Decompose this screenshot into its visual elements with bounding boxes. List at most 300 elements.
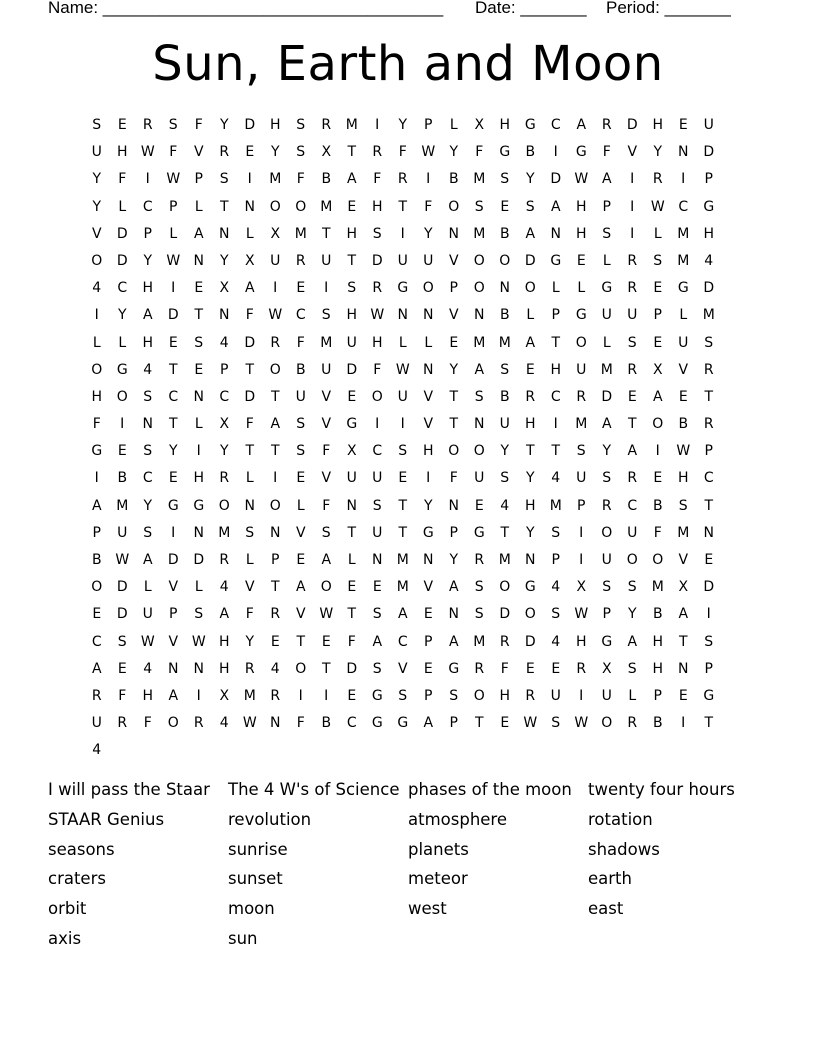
grid-cell: Y xyxy=(627,606,637,623)
grid-cell: D xyxy=(371,252,383,269)
grid-cell: M xyxy=(498,334,511,351)
word-bank-item: STAAR Genius xyxy=(48,809,165,829)
grid-cell: I xyxy=(706,606,711,623)
grid-cell: A xyxy=(601,171,612,188)
grid-cell: O xyxy=(473,252,485,269)
grid-cell: H xyxy=(91,388,103,405)
grid-cell: U xyxy=(91,144,102,161)
grid-cell: A xyxy=(652,388,663,405)
grid-cell: X xyxy=(346,443,357,460)
grid-cell: A xyxy=(142,552,153,568)
grid-cell: R xyxy=(627,470,638,487)
grid-cell: U xyxy=(601,687,612,704)
grid-cell: O xyxy=(269,198,281,215)
grid-cell: C xyxy=(678,198,689,215)
grid-cell: P xyxy=(220,361,229,378)
grid-cell: O xyxy=(269,361,281,378)
grid-cell: W xyxy=(395,361,410,378)
grid-cell: S xyxy=(500,171,510,188)
grid-cell: L xyxy=(398,334,407,351)
grid-cell: E xyxy=(704,552,714,568)
grid-cell: P xyxy=(704,171,713,188)
grid-cell: F xyxy=(296,171,305,188)
grid-cell: E xyxy=(270,633,280,650)
grid-cell: S xyxy=(474,198,484,215)
grid-cell: G xyxy=(550,252,562,269)
word-bank-item xyxy=(588,926,768,956)
grid-cell: N xyxy=(525,552,536,568)
grid-cell: S xyxy=(372,606,382,623)
grid-cell: E xyxy=(117,117,127,133)
grid-cell: Y xyxy=(143,497,153,514)
grid-cell: S xyxy=(627,334,637,351)
grid-cell: P xyxy=(92,524,101,541)
grid-cell: Y xyxy=(449,144,459,161)
grid-cell: F xyxy=(449,470,458,487)
grid-cell: E xyxy=(347,198,357,215)
grid-cell: W xyxy=(574,715,589,732)
grid-cell: A xyxy=(244,280,255,297)
grid-cell: L xyxy=(169,225,178,242)
grid-cell: C xyxy=(91,633,102,650)
grid-cell: T xyxy=(270,443,280,460)
grid-cell: H xyxy=(116,144,128,161)
grid-cell: H xyxy=(499,687,511,704)
grid-cell: V xyxy=(244,579,255,596)
grid-cell: S xyxy=(602,225,612,242)
grid-cell: E xyxy=(474,497,484,514)
grid-cell: A xyxy=(678,606,689,623)
grid-cell: A xyxy=(91,660,102,677)
grid-cell: S xyxy=(296,117,306,133)
grid-cell: Y xyxy=(423,497,433,514)
grid-cell: O xyxy=(652,552,664,568)
grid-cell: P xyxy=(169,606,178,623)
grid-cell: U xyxy=(372,470,383,487)
grid-cell: T xyxy=(704,497,714,514)
grid-cell: C xyxy=(219,388,230,405)
grid-cell: I xyxy=(553,144,558,161)
grid-cell: N xyxy=(474,307,485,324)
grid-cell: N xyxy=(703,524,714,541)
grid-cell: M xyxy=(396,579,409,596)
grid-cell: A xyxy=(474,361,485,378)
grid-cell: Y xyxy=(143,252,153,269)
grid-cell: S xyxy=(168,117,178,133)
grid-cell: H xyxy=(652,633,664,650)
grid-cell: O xyxy=(371,388,383,405)
grid-cell: H xyxy=(269,117,281,133)
grid-cell: C xyxy=(142,470,153,487)
grid-cell: H xyxy=(193,470,205,487)
grid-cell: N xyxy=(423,361,434,378)
grid-cell: Y xyxy=(525,470,535,487)
grid-cell: U xyxy=(423,252,434,269)
grid-cell: R xyxy=(91,687,102,704)
grid-cell: M xyxy=(269,171,282,188)
grid-cell: G xyxy=(371,715,383,732)
grid-cell: S xyxy=(194,606,204,623)
grid-cell: E xyxy=(500,715,510,732)
grid-cell: U xyxy=(678,334,689,351)
grid-cell: T xyxy=(270,579,280,596)
grid-cell: W xyxy=(676,443,691,460)
grid-cell: E xyxy=(347,388,357,405)
grid-cell: W xyxy=(140,633,155,650)
grid-cell: M xyxy=(549,497,562,514)
grid-cell: I xyxy=(196,443,201,460)
grid-cell: G xyxy=(524,579,536,596)
grid-cell: X xyxy=(474,117,485,133)
grid-cell: R xyxy=(525,687,536,704)
grid-cell: I xyxy=(94,470,99,487)
grid-cell: E xyxy=(678,117,688,133)
grid-cell: E xyxy=(117,443,127,460)
grid-cell: L xyxy=(602,252,611,269)
grid-cell: O xyxy=(575,334,587,351)
grid-cell: N xyxy=(448,606,459,623)
grid-cell: L xyxy=(526,307,535,324)
word-bank-item: planets xyxy=(408,839,469,859)
grid-cell: T xyxy=(551,334,561,351)
grid-cell: T xyxy=(627,416,637,433)
grid-cell: F xyxy=(398,144,407,161)
grid-cell: S xyxy=(398,443,408,460)
grid-cell: N xyxy=(474,416,485,433)
grid-cell: A xyxy=(321,552,332,568)
grid-cell: O xyxy=(601,715,613,732)
grid-cell: S xyxy=(296,443,306,460)
grid-cell: N xyxy=(193,388,204,405)
grid-cell: T xyxy=(168,416,178,433)
grid-cell: M xyxy=(345,117,358,133)
grid-cell: G xyxy=(601,280,613,297)
grid-cell: G xyxy=(167,497,179,514)
grid-cell: L xyxy=(194,579,203,596)
grid-cell: T xyxy=(551,443,561,460)
grid-cell: T xyxy=(347,606,357,623)
grid-cell: S xyxy=(551,715,561,732)
grid-cell: D xyxy=(116,606,128,623)
grid-cell: 4 xyxy=(500,497,510,514)
grid-cell: S xyxy=(551,606,561,623)
grid-cell: T xyxy=(347,144,357,161)
grid-cell: L xyxy=(296,497,305,514)
grid-cell: Y xyxy=(653,144,663,161)
grid-cell: Y xyxy=(117,307,127,324)
grid-cell: L xyxy=(653,225,662,242)
grid-cell: M xyxy=(116,497,129,514)
grid-cell: H xyxy=(371,198,383,215)
grid-cell: S xyxy=(117,633,127,650)
grid-cell: N xyxy=(423,307,434,324)
grid-cell: N xyxy=(678,144,689,161)
grid-cell: H xyxy=(346,307,358,324)
grid-cell: I xyxy=(145,171,150,188)
grid-cell: L xyxy=(194,198,203,215)
grid-cell: 4 xyxy=(143,660,153,677)
grid-cell: X xyxy=(219,416,230,433)
grid-cell: S xyxy=(92,117,102,133)
grid-cell: X xyxy=(321,144,332,161)
grid-cell: Y xyxy=(449,552,459,568)
grid-cell: F xyxy=(245,307,254,324)
grid-cell: A xyxy=(627,633,638,650)
grid-cell: F xyxy=(92,416,101,433)
grid-cell: O xyxy=(422,280,434,297)
grid-cell: H xyxy=(524,416,536,433)
grid-cell: Y xyxy=(270,144,280,161)
grid-cell: U xyxy=(397,252,408,269)
grid-cell: G xyxy=(703,198,715,215)
grid-cell: D xyxy=(550,171,562,188)
grid-cell: D xyxy=(499,606,511,623)
grid-cell: M xyxy=(677,524,690,541)
word-bank-item xyxy=(408,926,588,956)
grid-cell: C xyxy=(346,715,357,732)
grid-cell: L xyxy=(577,280,586,297)
word-bank-item: rotation xyxy=(588,809,653,829)
grid-cell: Y xyxy=(525,524,535,541)
grid-cell: R xyxy=(576,388,587,405)
grid-cell: E xyxy=(627,388,637,405)
grid-cell: I xyxy=(273,280,278,297)
grid-cell: M xyxy=(473,334,486,351)
grid-cell: V xyxy=(295,524,306,541)
grid-cell: E xyxy=(296,552,306,568)
grid-cell: P xyxy=(449,524,458,541)
grid-cell: A xyxy=(423,715,434,732)
grid-cell: N xyxy=(219,225,230,242)
grid-cell: F xyxy=(322,497,331,514)
grid-cell: T xyxy=(321,225,331,242)
grid-cell: Y xyxy=(449,361,459,378)
grid-cell: C xyxy=(168,388,179,405)
grid-cell: Y xyxy=(602,443,612,460)
grid-cell: H xyxy=(142,334,154,351)
grid-cell: P xyxy=(424,633,433,650)
grid-cell: S xyxy=(219,171,229,188)
grid-cell: X xyxy=(576,579,587,596)
grid-cell: 4 xyxy=(92,280,102,297)
grid-cell: R xyxy=(219,144,230,161)
grid-cell: C xyxy=(295,307,306,324)
grid-cell: R xyxy=(703,361,714,378)
grid-cell: Y xyxy=(219,252,229,269)
grid-cell: W xyxy=(166,171,181,188)
grid-cell: A xyxy=(601,416,612,433)
grid-cell: S xyxy=(143,443,153,460)
grid-cell: U xyxy=(270,252,281,269)
grid-cell: P xyxy=(449,280,458,297)
grid-cell: S xyxy=(372,225,382,242)
word-bank-item: sunrise xyxy=(228,839,288,859)
grid-cell: L xyxy=(143,579,152,596)
grid-cell: G xyxy=(703,687,715,704)
grid-cell: M xyxy=(651,579,664,596)
grid-cell: 4 xyxy=(270,660,280,677)
grid-cell: A xyxy=(448,633,459,650)
grid-cell: F xyxy=(118,171,127,188)
grid-cell: T xyxy=(704,715,714,732)
grid-cell: O xyxy=(473,280,485,297)
grid-cell: P xyxy=(271,552,280,568)
grid-cell: U xyxy=(321,252,332,269)
grid-cell: U xyxy=(499,416,510,433)
grid-cell: G xyxy=(397,715,409,732)
word-bank-item: earth xyxy=(588,869,632,889)
grid-cell: I xyxy=(630,171,635,188)
word-bank-item: craters xyxy=(48,869,106,889)
grid-cell: H xyxy=(142,280,154,297)
grid-cell: G xyxy=(677,280,689,297)
grid-cell: N xyxy=(423,552,434,568)
word-bank-item: phases of the moon xyxy=(408,780,572,799)
grid-cell: U xyxy=(627,307,638,324)
grid-cell: E xyxy=(500,198,510,215)
word-bank-item: meteor xyxy=(408,869,468,889)
grid-cell: X xyxy=(219,687,230,704)
grid-cell: S xyxy=(347,280,357,297)
grid-cell: I xyxy=(426,470,431,487)
grid-cell: S xyxy=(551,524,561,541)
grid-cell: L xyxy=(347,552,356,568)
grid-cell: I xyxy=(324,280,329,297)
grid-cell: E xyxy=(194,280,204,297)
grid-cell: O xyxy=(448,198,460,215)
grid-cell: P xyxy=(143,225,152,242)
grid-cell: W xyxy=(421,144,436,161)
grid-cell: I xyxy=(681,715,686,732)
grid-cell: T xyxy=(398,524,408,541)
grid-cell: L xyxy=(551,280,560,297)
grid-cell: E xyxy=(347,687,357,704)
grid-cell: V xyxy=(678,361,689,378)
grid-cell: U xyxy=(627,524,638,541)
grid-cell: E xyxy=(678,388,688,405)
grid-cell: W xyxy=(140,144,155,161)
grid-cell: D xyxy=(524,633,536,650)
grid-cell: W xyxy=(574,171,589,188)
grid-cell: D xyxy=(703,144,715,161)
grid-cell: S xyxy=(372,660,382,677)
grid-cell: W xyxy=(115,552,130,568)
grid-cell: A xyxy=(448,579,459,596)
grid-cell: T xyxy=(525,443,535,460)
grid-cell: I xyxy=(94,307,99,324)
grid-cell: N xyxy=(346,497,357,514)
grid-cell: I xyxy=(375,117,380,133)
grid-cell: R xyxy=(525,388,536,405)
grid-cell: N xyxy=(244,497,255,514)
grid-cell: G xyxy=(448,660,460,677)
grid-cell: E xyxy=(653,470,663,487)
grid-cell: U xyxy=(397,388,408,405)
grid-cell: H xyxy=(575,198,587,215)
grid-cell: P xyxy=(449,715,458,732)
grid-cell: H xyxy=(677,470,689,487)
grid-cell: E xyxy=(194,361,204,378)
grid-cell: F xyxy=(653,524,662,541)
grid-cell: O xyxy=(320,579,332,596)
grid-cell: L xyxy=(92,334,101,351)
grid-cell: E xyxy=(296,280,306,297)
grid-cell: E xyxy=(423,606,433,623)
grid-cell: Y xyxy=(92,171,102,188)
grid-cell: G xyxy=(499,144,511,161)
grid-cell: H xyxy=(499,117,511,133)
grid-cell: S xyxy=(194,334,204,351)
grid-cell: L xyxy=(194,416,203,433)
grid-cell: P xyxy=(551,307,560,324)
grid-cell: D xyxy=(601,388,613,405)
grid-cell: V xyxy=(295,606,306,623)
grid-cell: W xyxy=(268,307,283,324)
grid-cell: O xyxy=(167,715,179,732)
grid-cell: U xyxy=(550,687,561,704)
grid-cell: H xyxy=(142,687,154,704)
grid-cell: R xyxy=(321,117,332,133)
grid-cell: U xyxy=(346,334,357,351)
grid-cell: M xyxy=(473,633,486,650)
grid-cell: I xyxy=(400,225,405,242)
grid-cell: V xyxy=(193,144,204,161)
grid-cell: H xyxy=(575,225,587,242)
grid-cell: R xyxy=(219,552,230,568)
grid-cell: X xyxy=(678,579,689,596)
grid-cell: R xyxy=(270,334,281,351)
header-fields xyxy=(48,0,748,20)
grid-cell: I xyxy=(630,198,635,215)
grid-cell: O xyxy=(524,606,536,623)
grid-cell: R xyxy=(627,715,638,732)
word-bank-item: east xyxy=(588,899,624,919)
grid-cell: S xyxy=(296,416,306,433)
grid-cell: O xyxy=(524,280,536,297)
grid-cell: E xyxy=(678,687,688,704)
grid-cell: M xyxy=(677,225,690,242)
grid-cell: X xyxy=(244,252,255,269)
grid-cell: H xyxy=(652,117,664,133)
grid-cell: M xyxy=(677,252,690,269)
grid-cell: D xyxy=(346,660,358,677)
grid-cell: 4 xyxy=(551,470,561,487)
grid-cell: O xyxy=(601,524,613,541)
grid-cell: Y xyxy=(245,633,255,650)
grid-cell: N xyxy=(193,252,204,269)
grid-cell: S xyxy=(602,470,612,487)
word-bank-item: shadows xyxy=(588,839,660,859)
grid-cell: D xyxy=(703,579,715,596)
grid-cell: L xyxy=(245,470,254,487)
grid-cell: P xyxy=(602,606,611,623)
grid-cell: R xyxy=(601,117,612,133)
grid-cell: F xyxy=(475,144,484,161)
grid-cell: B xyxy=(678,416,689,433)
grid-cell: M xyxy=(294,225,307,242)
grid-cell: S xyxy=(372,497,382,514)
grid-cell: 4 xyxy=(551,633,561,650)
grid-cell: A xyxy=(397,606,408,623)
grid-cell: R xyxy=(244,660,255,677)
grid-cell: O xyxy=(473,687,485,704)
grid-cell: V xyxy=(321,388,332,405)
grid-cell: S xyxy=(474,579,484,596)
grid-cell: L xyxy=(449,117,458,133)
grid-cell: M xyxy=(320,198,333,215)
grid-cell: N xyxy=(397,307,408,324)
grid-cell: P xyxy=(424,687,433,704)
